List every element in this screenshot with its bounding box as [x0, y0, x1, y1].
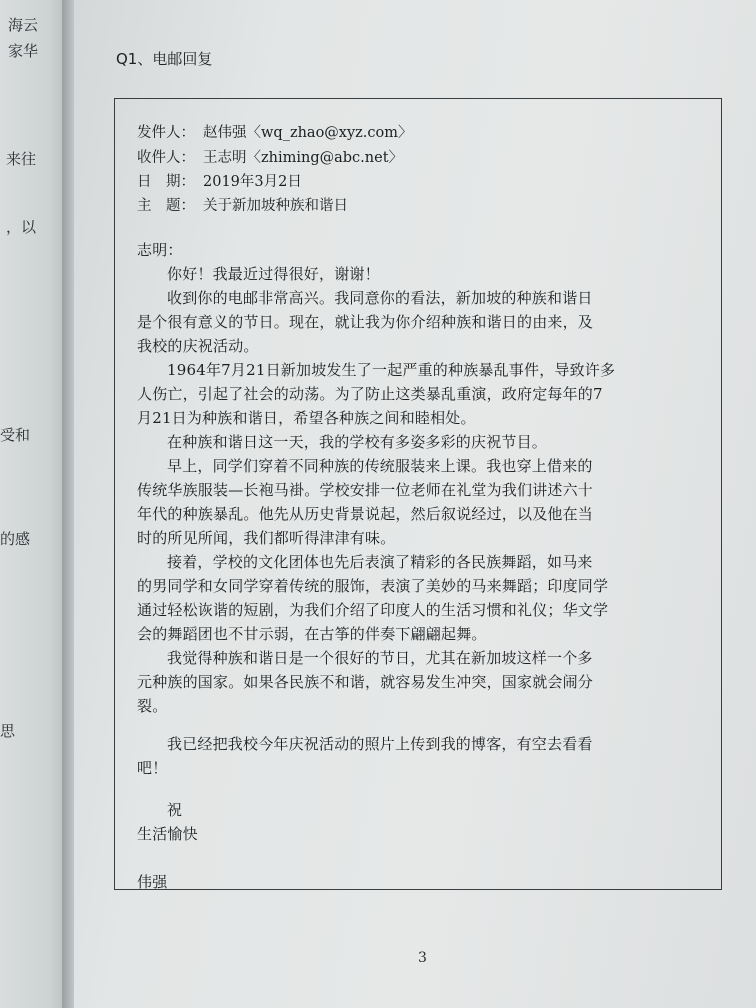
- body-line: 是个很有意义的节日。现在，就让我为你介绍种族和谐日的由来，及: [137, 313, 594, 331]
- body-line: 会的舞蹈团也不甘示弱，在古筝的伴奏下翩翩起舞。: [137, 625, 487, 643]
- left-page-text: 受和: [0, 426, 31, 444]
- body-line: 的男同学和女同学穿着传统的服饰，表演了美妙的马来舞蹈；印度同学: [137, 577, 609, 595]
- closing-wish: 祝: [167, 801, 183, 819]
- date-value: 2019年3月2日: [203, 174, 302, 190]
- email-date-row: [137, 170, 302, 191]
- body-line: 1964年7月21日新加坡发生了一起严重的种族暴乱事件，导致许多: [167, 361, 616, 379]
- book-page: [74, 0, 756, 1008]
- body-line: 早上，同学们穿着不同种族的传统服装来上课。我也穿上借来的: [167, 457, 593, 475]
- body-line: 吧！: [137, 759, 168, 777]
- body-line: 收到你的电邮非常高兴。我同意你的看法，新加坡的种族和谐日: [167, 289, 593, 307]
- body-line: 在种族和谐日这一天，我的学校有多姿多彩的庆祝节目。: [167, 433, 548, 451]
- body-line: 月21日为种族和谐日，希望各种族之间和睦相处。: [137, 409, 476, 427]
- body-line: 人伤亡，引起了社会的动荡。为了防止这类暴乱重演，政府定每年的7: [137, 385, 603, 403]
- body-line: 传统华族服装—长袍马褂。学校安排一位老师在礼堂为我们讲述六十: [137, 481, 594, 499]
- left-page-text: 来往: [6, 150, 37, 168]
- signature: 伟强: [137, 873, 168, 891]
- body-line: 时的所见所闻，我们都听得津津有味。: [137, 529, 396, 547]
- email-box: [114, 98, 722, 890]
- subject-label: 主 题：: [137, 198, 195, 214]
- body-line: 你好！我最近过得很好，谢谢！: [167, 265, 380, 283]
- body-line: 接着，学校的文化团体也先后表演了精彩的各民族舞蹈，如马来: [167, 553, 593, 571]
- closing-phrase: 生活愉快: [137, 825, 198, 843]
- email-greeting: 志明：: [137, 241, 183, 259]
- left-page-text: 家华: [8, 42, 39, 60]
- left-page: [0, 0, 70, 1008]
- body-line: 元种族的国家。如果各民族不和谐，就容易发生冲突，国家就会闹分: [137, 673, 594, 691]
- page-number: 3: [418, 950, 427, 966]
- recipient-value: 王志明〈zhiming@abc.net〉: [203, 150, 404, 166]
- body-line: 我已经把我校今年庆祝活动的照片上传到我的博客，有空去看看: [167, 735, 593, 753]
- sender-value: 赵伟强〈wq_zhao@xyz.com〉: [203, 125, 413, 141]
- left-page-text: 海云: [8, 16, 39, 34]
- body-line: 通过轻松诙谐的短剧，为我们介绍了印度人的生活习惯和礼仪；华文学: [137, 601, 609, 619]
- email-recipient-row: [137, 146, 403, 167]
- question-title: Q1、电邮回复: [116, 50, 213, 68]
- left-page-text: ，以: [6, 218, 37, 236]
- left-page-text: 思: [0, 722, 16, 740]
- recipient-label: 收件人：: [137, 150, 195, 166]
- email-sender-row: [137, 121, 413, 142]
- body-line: 裂。: [137, 697, 168, 715]
- body-line: 年代的种族暴乱。他先从历史背景说起，然后叙说经过，以及他在当: [137, 505, 594, 523]
- date-label: 日 期：: [137, 174, 195, 190]
- body-line: 我校的庆祝活动。: [137, 337, 259, 355]
- subject-value: 关于新加坡种族和谐日: [203, 198, 348, 214]
- email-subject-row: [137, 194, 348, 215]
- left-page-text: 的感: [0, 530, 31, 548]
- body-line: 我觉得种族和谐日是一个很好的节日，尤其在新加坡这样一个多: [167, 649, 593, 667]
- sender-label: 发件人：: [137, 125, 195, 141]
